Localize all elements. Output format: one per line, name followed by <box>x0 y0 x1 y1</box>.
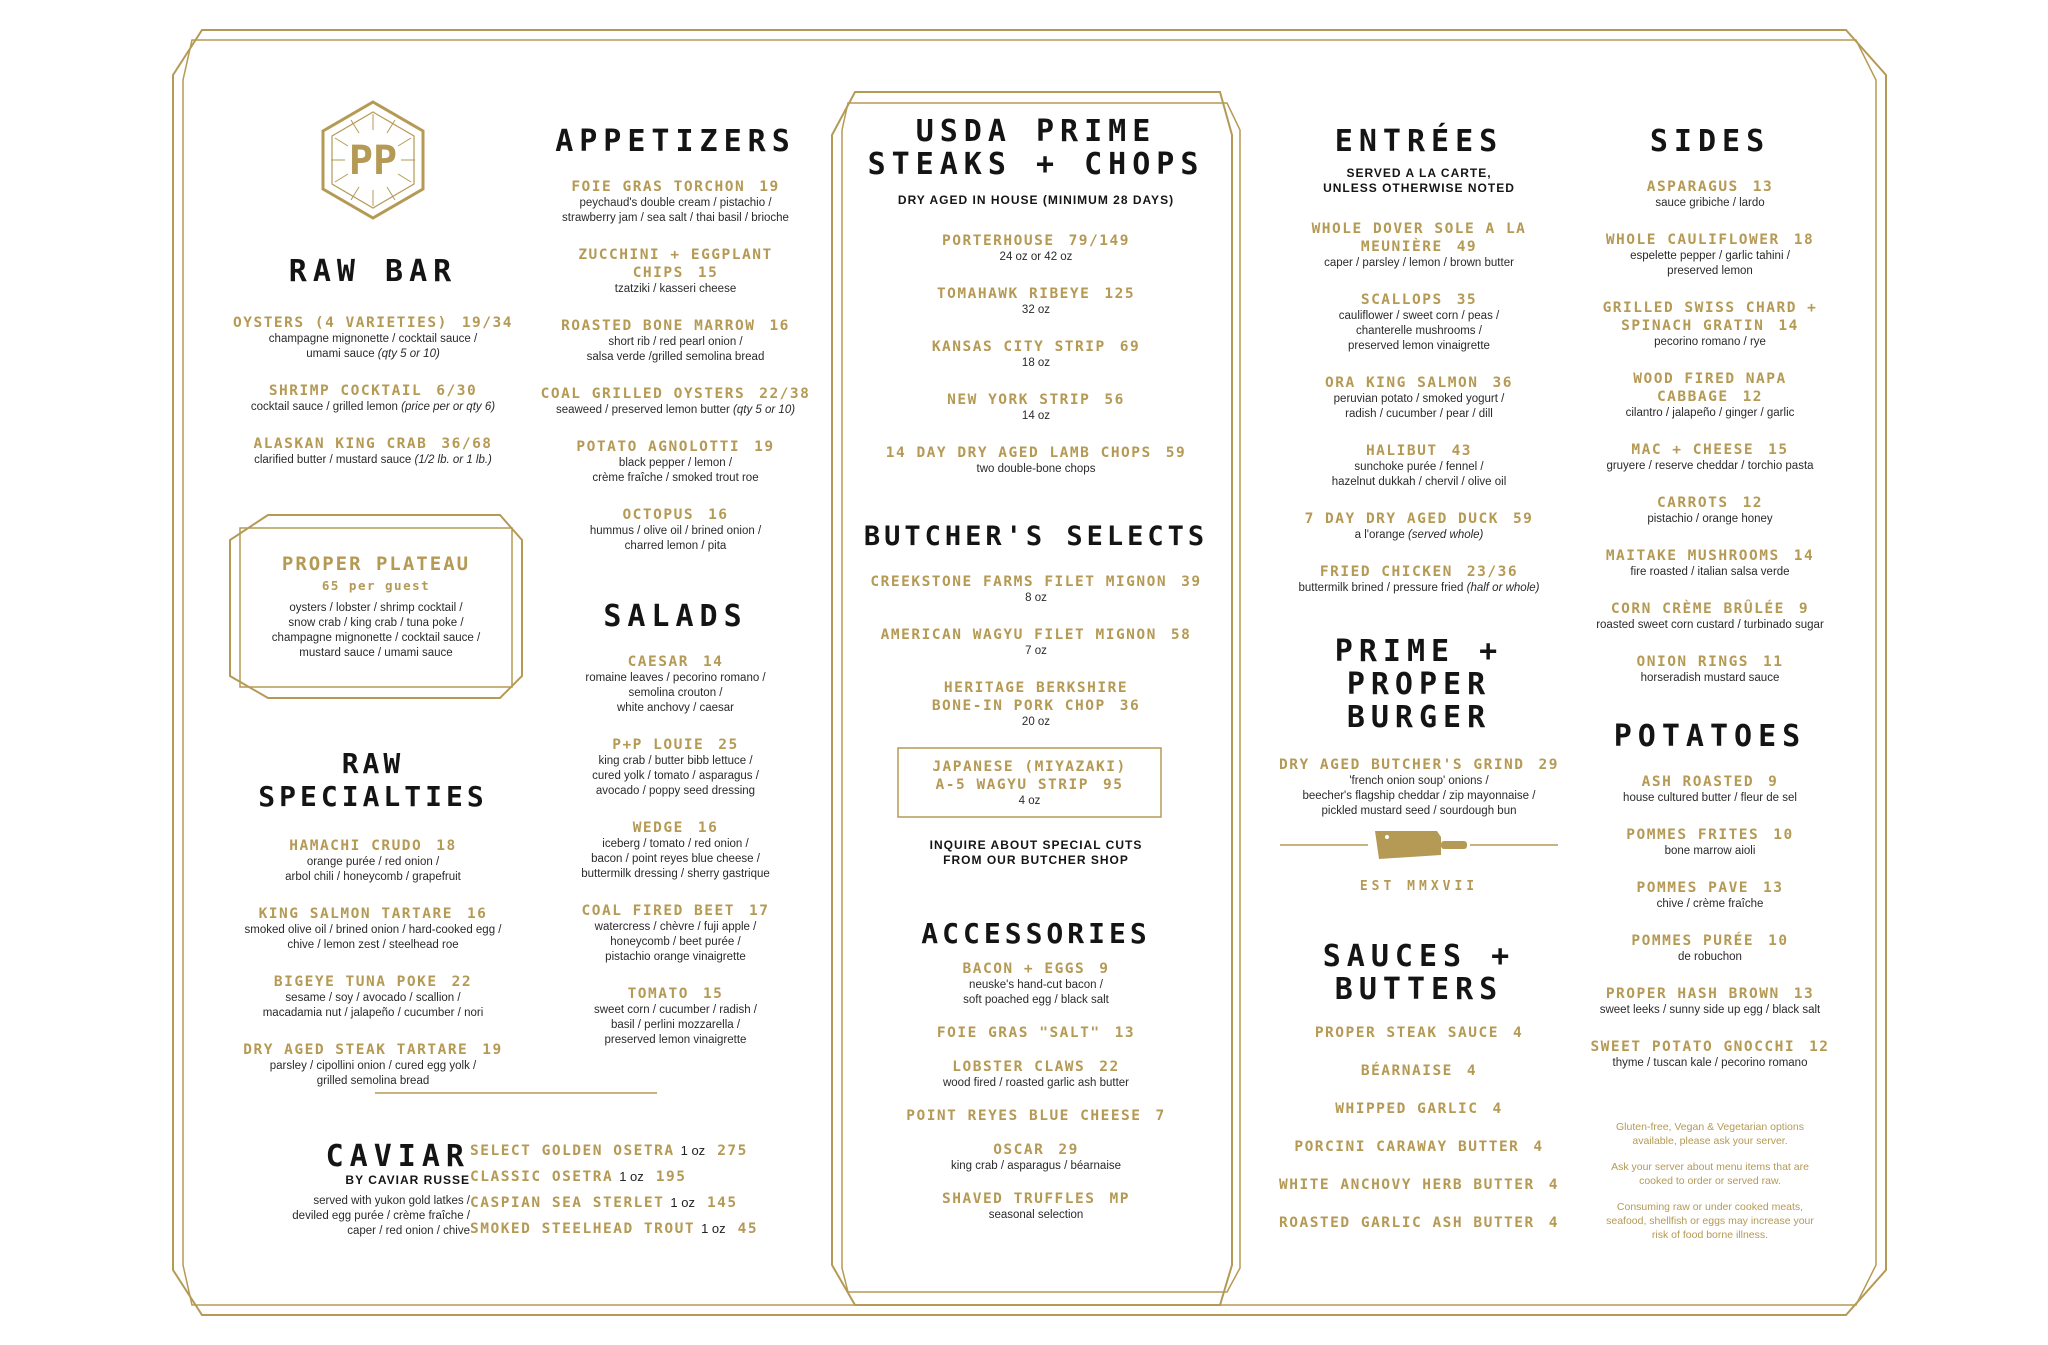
caviar-item: CASPIAN SEA STERLET 1 oz 145 <box>470 1195 738 1211</box>
menu-item: ALASKAN KING CRAB 36/68 clarified butter / mustard sauce (1/2 lb. or 1 lb.) <box>253 436 493 466</box>
raw-bar-title: RAW BAR <box>288 254 458 289</box>
raw-specialties-section <box>218 747 528 1089</box>
burger-title-1: PRIME + PROPER <box>1334 634 1504 702</box>
menu-item: SHRIMP COCKTAIL 6/30 cocktail sauce / grilled lemon (price per or qty 6) <box>250 383 496 413</box>
menu-item: OCTOPUS 16 hummus / olive oil / brined onion / charred lemon / pita <box>589 507 762 552</box>
burger-section <box>1270 635 1568 819</box>
menu-item: COAL FIRED BEET 17 watercress / chèvre / fuji apple / honeycomb / beet purée / pistachio orange vinaigrette <box>581 903 770 963</box>
cleaver-icon <box>1375 831 1467 859</box>
steaks-title-2: STEAKS + CHOPS <box>867 147 1205 182</box>
menu-item: NEW YORK STRIP 56 14 oz <box>947 392 1125 422</box>
menu-item: PROPER HASH BROWN 13 sweet leeks / sunny side up egg / black salt <box>1599 986 1821 1016</box>
menu-item: SWEET POTATO GNOCCHI 12 thyme / tuscan kale / pecorino romano <box>1590 1039 1830 1069</box>
menu-item: BACON + EGGS 9 neuske's hand-cut bacon / soft poached egg / black salt <box>962 961 1110 1006</box>
menu-item: WHOLE CAULIFLOWER 18 espelette pepper / garlic tahini / preserved lemon <box>1605 232 1815 277</box>
menu-item: WOOD FIRED NAPA CABBAGE 12 cilantro / jalapeño / ginger / garlic <box>1625 371 1795 419</box>
raw-specialties-title: RAW SPECIALTIES <box>258 747 488 813</box>
steaks-section <box>862 115 1210 477</box>
menu-item: 7 DAY DRY AGED DUCK 59 a l'orange (served whole) <box>1304 511 1534 541</box>
caviar-title: CAVIAR <box>325 1139 470 1174</box>
menu-item: CARROTS 12 pistachio / orange honey <box>1647 495 1773 525</box>
sides-title: SIDES <box>1649 124 1771 159</box>
caviar-list <box>470 1138 758 1242</box>
menu-item: OSCAR 29 king crab / asparagus / béarnaise <box>950 1142 1122 1172</box>
dietary-notes: Gluten-free, Vegan & Vegetarian options available, please ask your server. Ask your server about menu items that are cooked to order or served raw. Consuming raw or under cooked meats, seafood, shellfish or eggs may increase your risk of food borne illness. <box>1606 1121 1814 1241</box>
menu-item: HALIBUT 43 sunchoke purée / fennel / hazelnut dukkah / chervil / olive oil <box>1331 443 1507 488</box>
sides-section <box>1576 125 1844 686</box>
burger-title-2: BURGER <box>1346 700 1492 735</box>
caviar-item: SELECT GOLDEN OSETRA 1 oz 275 <box>470 1143 748 1159</box>
menu-item: KING SALMON TARTARE 16 smoked olive oil / brined onion / hard-cooked egg / chive / lemon zest / steelhead roe <box>244 906 502 951</box>
appetizers-section <box>533 125 818 554</box>
menu-item: FRIED CHICKEN 23/36 buttermilk brined / pressure fried (half or whole) <box>1298 564 1540 594</box>
menu-item: CREEKSTONE FARMS FILET MIGNON 39 8 oz <box>870 574 1202 604</box>
entrees-section: ENTRÉES SERVED A LA CARTE, UNLESS OTHERWISE NOTED WHOLE DOVER SOLE A LA MEUNIÈRE 49 caper / parsley / lemon / brown butter SCALLOPS 35 cauliflower / sweet corn / peas / chanterelle mushrooms / preserved lemon vinaigrette ORA KING SALMON 36 peruvian potato / smoked yogurt / radish / cucumber / pear / dill HALIBUT 43 sunchoke purée / fennel / hazelnut dukkah / chervil / olive oil 7 DAY DRY AGED DUCK 59 a l'orange (served whole) FRIED CHICKEN 23/36 buttermilk brined / pressure fried (half or whole) <box>1260 125 1578 596</box>
menu-item: POMMES PURÉE 10 de robuchon <box>1631 933 1789 963</box>
logo-monogram: PP <box>348 138 398 184</box>
menu-item: TOMATO 15 sweet corn / cucumber / radish / basil / perlini mozzarella / preserved lemon vinaigrette <box>594 986 757 1046</box>
menu-item: CAESAR 14 romaine leaves / pecorino romano / semolina crouton / white anchovy / caesar <box>585 654 766 714</box>
menu-item: TOMAHAWK RIBEYE 125 32 oz <box>936 286 1136 316</box>
wagyu-feature: JAPANESE (MIYAZAKI) A-5 WAGYU STRIP 95 4 oz <box>932 759 1127 807</box>
menu-item: CORN CRÈME BRÛLÉE 9 roasted sweet corn custard / turbinado sugar <box>1596 601 1824 631</box>
caviar-subtitle: BY CAVIAR RUSSE <box>345 1173 470 1187</box>
butchers-section <box>862 520 1210 730</box>
caviar-item: CLASSIC OSETRA 1 oz 195 <box>470 1169 687 1185</box>
menu-item: LOBSTER CLAWS 22 wood fired / roasted garlic ash butter <box>942 1059 1130 1089</box>
menu-item: POMMES PAVE 13 chive / crème fraîche <box>1636 880 1784 910</box>
caviar-item: SMOKED STEELHEAD TROUT 1 oz 45 <box>470 1221 759 1237</box>
menu-item: ZUCCHINI + EGGPLANT CHIPS 15 tzatziki / kasseri cheese <box>578 247 773 295</box>
menu-item: ASPARAGUS 13 sauce gribiche / lardo <box>1646 179 1774 209</box>
menu-item: ROASTED GARLIC ASH BUTTER 4 <box>1279 1215 1559 1231</box>
accessories-section <box>862 917 1210 1223</box>
menu-item: PROPER STEAK SAUCE 4 <box>1314 1025 1524 1041</box>
menu-item: PORCINI CARAWAY BUTTER 4 <box>1294 1139 1544 1155</box>
menu-item: HERITAGE BERKSHIRE BONE-IN PORK CHOP 36 20 oz <box>931 680 1141 728</box>
menu-item: HAMACHI CRUDO 18 orange purée / red onion / arbol chili / honeycomb / grapefruit <box>285 838 461 883</box>
menu-item: WHIPPED GARLIC 4 <box>1335 1101 1503 1117</box>
menu-item: WHITE ANCHOVY HERB BUTTER 4 <box>1279 1177 1559 1193</box>
menu-item: DRY AGED STEAK TARTARE 19 parsley / cipollini onion / cured egg yolk / grilled semolina bread <box>243 1042 503 1087</box>
proper-plateau: PROPER PLATEAU 65 per guest oysters / lobster / shrimp cocktail / snow crab / king crab / tuna poke / champagne mignonette / cocktail sauce / mustard sauce / umami sauce <box>240 555 512 661</box>
menu-item: AMERICAN WAGYU FILET MIGNON 58 7 oz <box>880 627 1192 657</box>
menu-item: ORA KING SALMON 36 peruvian potato / smoked yogurt / radish / cucumber / pear / dill <box>1325 375 1513 420</box>
menu-item: FOIE GRAS TORCHON 19 peychaud's double cream / pistachio / strawberry jam / sea salt / thai basil / brioche <box>562 179 789 224</box>
menu-item: PORTERHOUSE 79/149 24 oz or 42 oz <box>942 233 1130 263</box>
menu-item: POINT REYES BLUE CHEESE 7 <box>906 1108 1166 1124</box>
salads-section <box>533 600 818 1048</box>
inquire-note: INQUIRE ABOUT SPECIAL CUTS FROM OUR BUTCHER SHOP <box>929 838 1143 867</box>
menu-item: BIGEYE TUNA POKE 22 sesame / soy / avocado / scallion / macadamia nut / jalapeño / cucumber / nori <box>262 974 484 1019</box>
caviar-section: CAVIAR BY CAVIAR RUSSE served with yukon gold latkes / deviled egg purée / crème fraîche / caper / red onion / chive <box>280 1140 470 1239</box>
menu-item: BÉARNAISE 4 <box>1360 1063 1478 1079</box>
menu-item: SCALLOPS 35 cauliflower / sweet corn / peas / chanterelle mushrooms / preserved lemon vinaigrette <box>1338 292 1500 352</box>
sauces-section <box>1270 940 1568 1232</box>
pp-monogram-hexagon-icon <box>323 102 423 218</box>
menu-item: MAC + CHEESE 15 gruyere / reserve cheddar / torchio pasta <box>1606 442 1814 472</box>
menu-item: COAL GRILLED OYSTERS 22/38 seaweed / preserved lemon butter (qty 5 or 10) <box>540 386 811 416</box>
menu-item: MAITAKE MUSHROOMS 14 fire roasted / italian salsa verde <box>1605 548 1815 578</box>
appetizers-title: APPETIZERS <box>555 124 796 159</box>
salads-title: SALADS <box>603 599 748 634</box>
raw-bar-section <box>228 255 518 468</box>
menu-item: 14 DAY DRY AGED LAMB CHOPS 59 two double-bone chops <box>885 445 1187 475</box>
menu-item: WEDGE 16 iceberg / tomato / red onion / bacon / point reyes blue cheese / buttermilk dressing / sherry gastrique <box>581 820 770 880</box>
menu-item: FOIE GRAS "SALT" 13 <box>936 1025 1136 1041</box>
menu-item: POTATO AGNOLOTTI 19 black pepper / lemon / crème fraîche / smoked trout roe <box>576 439 775 484</box>
menu-item: SHAVED TRUFFLES MP seasonal selection <box>942 1191 1130 1221</box>
est-label: EST MMXVII <box>1359 879 1479 894</box>
entrees-title: ENTRÉES <box>1334 124 1504 159</box>
potatoes-section <box>1576 720 1844 1071</box>
menu-item: OYSTERS (4 VARIETIES) 19/34 champagne mignonette / cocktail sauce / umami sauce (qty 5 or 10) <box>233 315 513 360</box>
accessories-title: ACCESSORIES <box>921 917 1151 950</box>
potatoes-title: POTATOES <box>1613 719 1807 754</box>
menu-item: GRILLED SWISS CHARD + SPINACH GRATIN 14 pecorino romano / rye <box>1602 300 1818 348</box>
sauces-title-2: BUTTERS <box>1334 972 1504 1007</box>
menu-item: ASH ROASTED 9 house cultured butter / fleur de sel <box>1623 774 1797 804</box>
butchers-title: BUTCHER'S SELECTS <box>863 521 1209 552</box>
sauces-title-1: SAUCES + <box>1322 939 1516 974</box>
menu-item: POMMES FRITES 10 bone marrow aioli <box>1626 827 1794 857</box>
menu-item: DRY AGED BUTCHER'S GRIND 29 'french onion soup' onions / beecher's flagship cheddar / zip mayonnaise / pickled mustard seed / sourdough bun <box>1279 757 1559 817</box>
menu-item: KANSAS CITY STRIP 69 18 oz <box>931 339 1141 369</box>
menu-item: ONION RINGS 11 horseradish mustard sauce <box>1636 654 1784 684</box>
menu-item: ROASTED BONE MARROW 16 short rib / red pearl onion / salsa verde /grilled semolina bread <box>561 318 790 363</box>
plateau-title: PROPER PLATEAU <box>281 553 471 575</box>
menu-item: WHOLE DOVER SOLE A LA MEUNIÈRE 49 caper / parsley / lemon / brown butter <box>1311 221 1527 269</box>
steaks-title-1: USDA PRIME <box>915 114 1157 149</box>
steaks-subtitle: DRY AGED IN HOUSE (MINIMUM 28 DAYS) <box>897 193 1175 207</box>
menu-item: P+P LOUIE 25 king crab / butter bibb lettuce / cured yolk / tomato / asparagus / avocado / poppy seed dressing <box>592 737 759 797</box>
plateau-price: 65 per guest <box>321 578 431 593</box>
